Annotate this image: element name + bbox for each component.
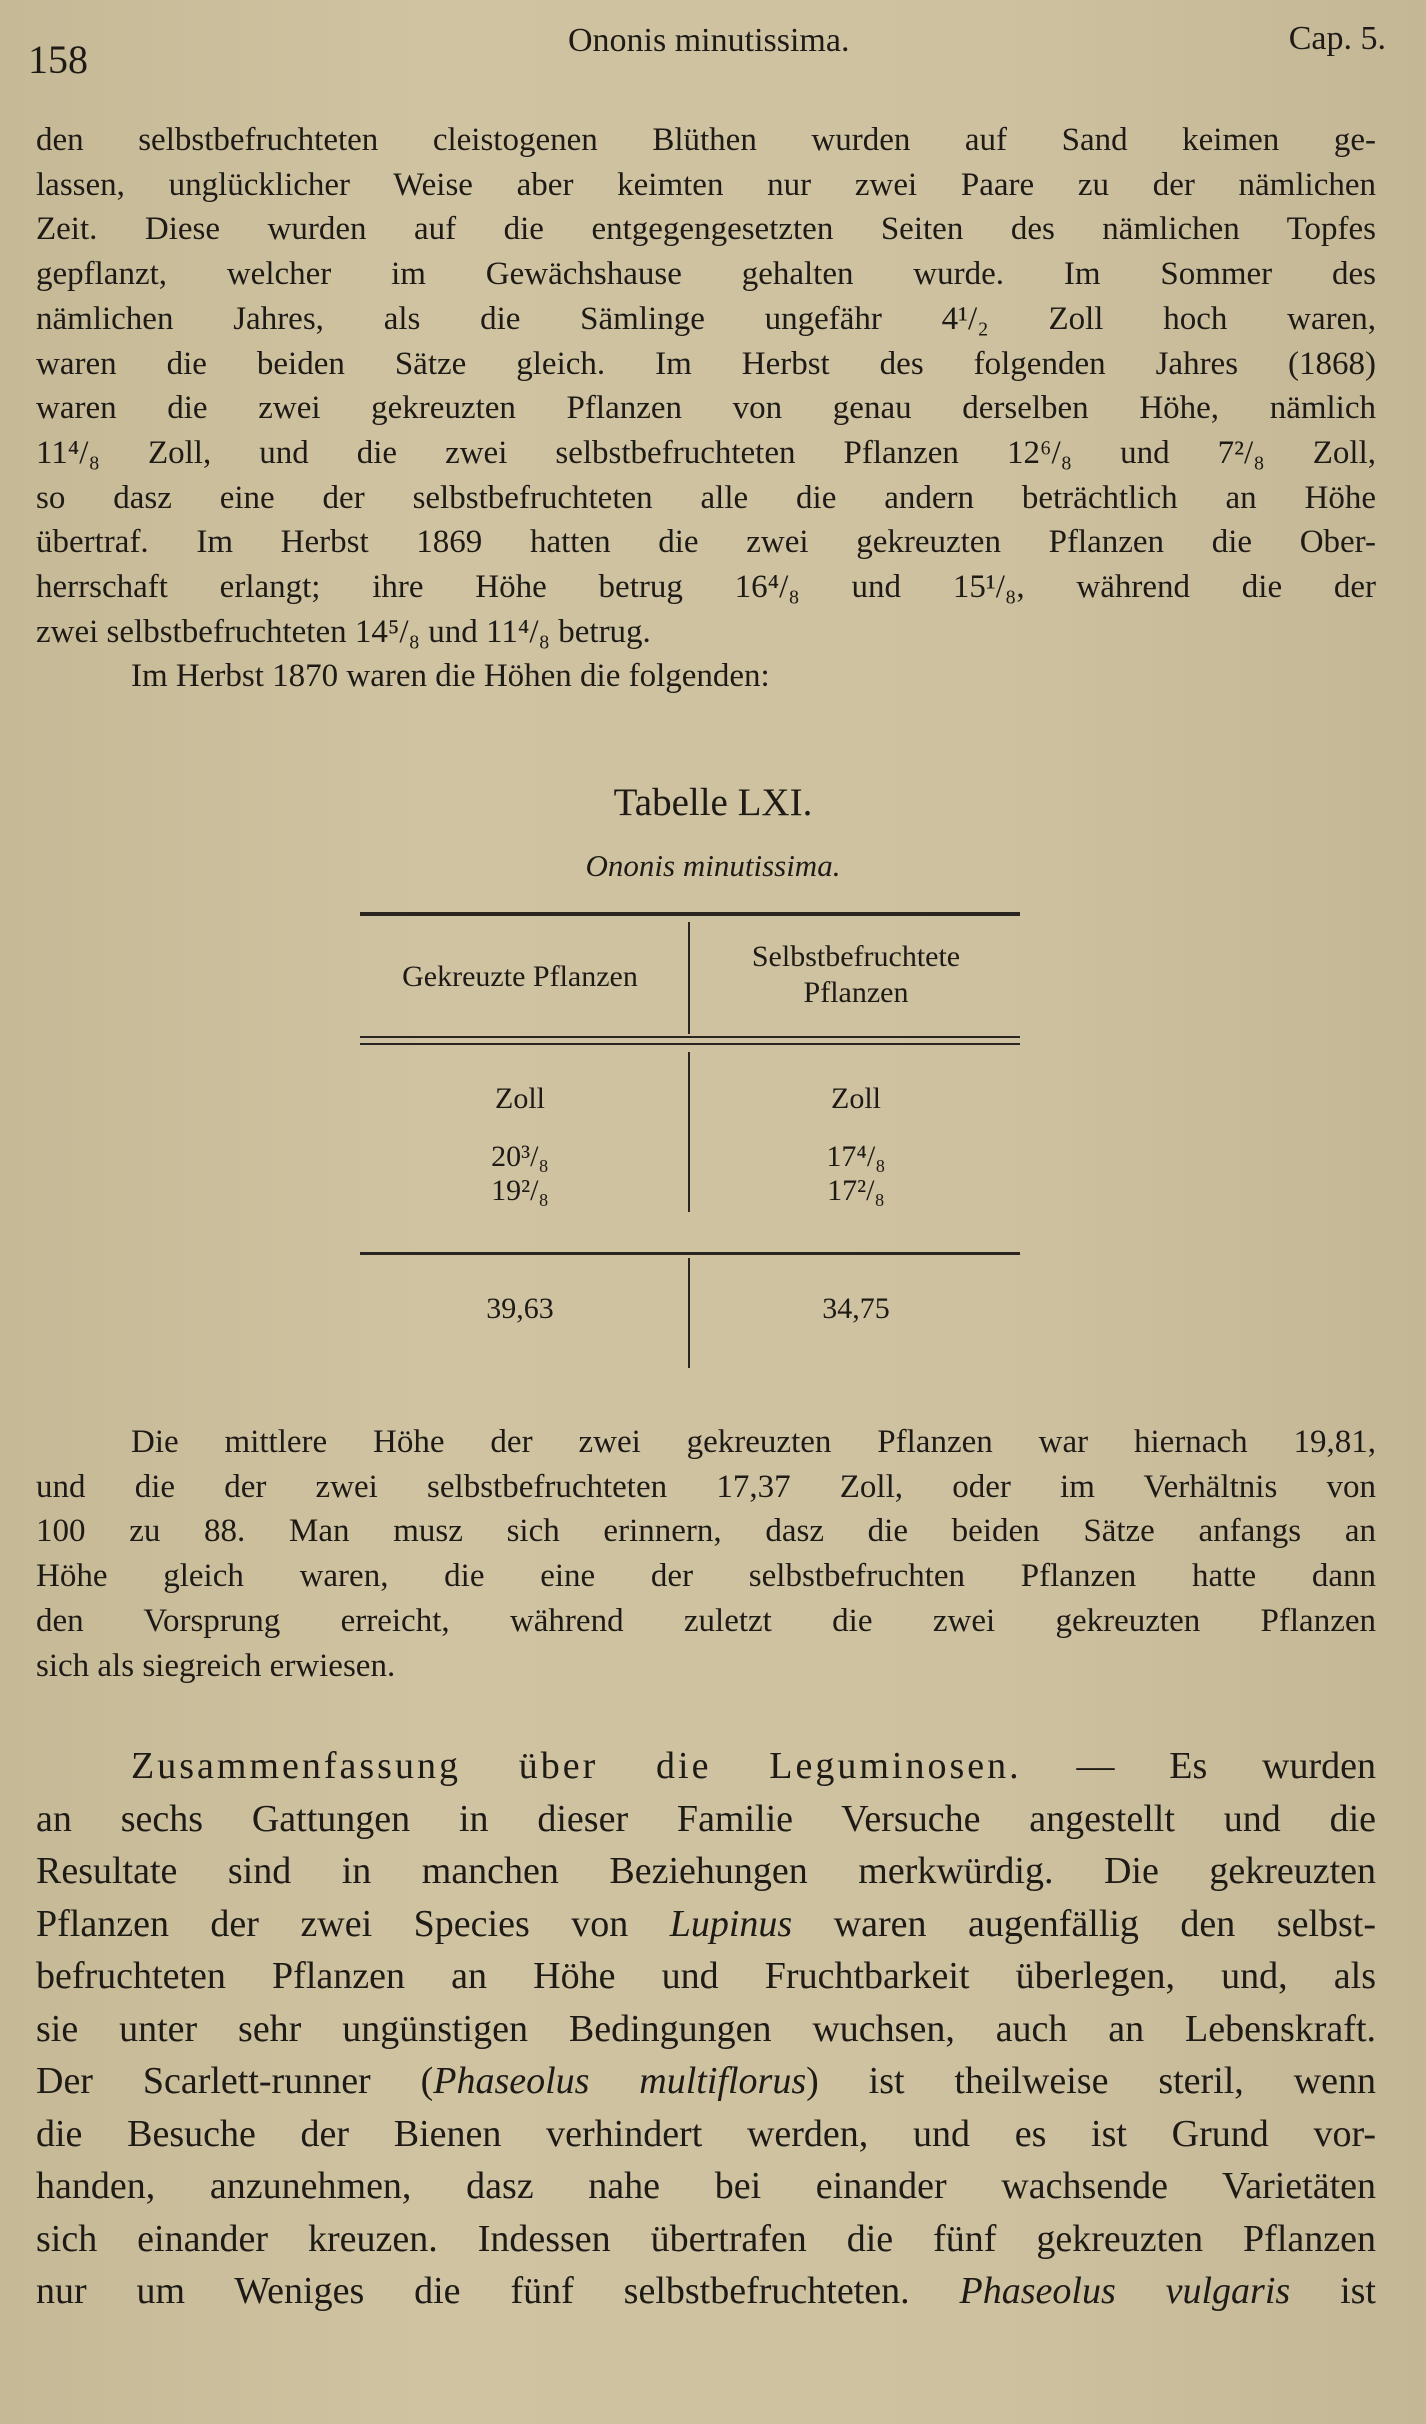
text-line: Höhe gleich waren, die eine der selbstbefruchten Pflanzen hatte dann xyxy=(36,1558,1376,1595)
table-total-rule xyxy=(360,1252,1020,1255)
text-line: an sechs Gattungen in dieser Familie Versuche angestellt und die xyxy=(36,1797,1376,1840)
after-table-paragraph xyxy=(36,1420,1376,1688)
text-line: zwei selbstbefruchteten 14⁵/₈ und 11⁴/₈ betrug. xyxy=(36,613,651,650)
text-line: lassen, unglücklicher Weise aber keimten nur zwei Paare zu der nämlichen xyxy=(36,166,1376,203)
text-line: sie unter sehr ungünstigen Bedingungen wuchsen, auch an Lebenskraft. xyxy=(36,2007,1376,2050)
table-title: Tabelle LXI. xyxy=(613,781,813,824)
species-name: Phaseolus vulgaris xyxy=(959,2270,1291,2312)
table-body-divider xyxy=(688,1052,690,1212)
text-line: Zusammenfassung über die Leguminosen. — Es wurden xyxy=(131,1745,1376,1787)
intro-paragraph xyxy=(36,118,1376,699)
value-self: 17⁴/₈ xyxy=(826,1140,886,1173)
text-line: Pflanzen der zwei Species von Lupinus waren augenfällig den selbst- xyxy=(36,1902,1376,1945)
text-line: 11⁴/₈ Zoll, und die zwei selbstbefruchteten Pflanzen 12⁶/₈ und 7²/₈ Zoll, xyxy=(36,434,1376,471)
table-header-rule xyxy=(360,1036,1020,1038)
text-line: nur um Weniges die fünf selbstbefruchteten. Phaseolus vulgaris ist xyxy=(36,2270,1376,2312)
total-self: 34,75 xyxy=(822,1292,890,1325)
value-crossed: 20³/₈ xyxy=(491,1140,549,1173)
text-line: sich einander kreuzen. Indessen übertrafen die fünf gekreuzten Pflanzen xyxy=(36,2217,1376,2260)
table-top-rule xyxy=(360,912,1020,916)
value-crossed: 19²/₈ xyxy=(491,1174,549,1207)
col-header-self-line1: Selbstbefruchtete xyxy=(751,940,961,973)
text-line: herrschaft erlangt; ihre Höhe betrug 16⁴/₈ und 15¹/₈, während die der xyxy=(36,569,1376,606)
text-line: 100 zu 88. Man musz sich erinnern, dasz die beiden Sätze anfangs an xyxy=(36,1513,1376,1550)
text-line: gepflanzt, welcher im Gewächshause gehalten wurde. Im Sommer des xyxy=(36,256,1376,293)
chapter-label: Cap. 5. xyxy=(1288,20,1386,57)
data-table xyxy=(360,912,1020,1382)
text-line: so dasz eine der selbstbefruchteten alle die andern beträchtlich an Höhe xyxy=(36,479,1376,516)
running-title: Ononis minutissima. xyxy=(568,22,850,59)
col-header-crossed: Gekreuzte Pflanzen xyxy=(402,960,638,993)
text-line: und die der zwei selbstbefruchteten 17,37 Zoll, oder im Verhältnis von xyxy=(36,1468,1376,1505)
value-self: 17²/₈ xyxy=(827,1174,885,1207)
text-line: Resultate sind in manchen Beziehungen merkwürdig. Die gekreuzten xyxy=(36,1850,1376,1892)
text-line: waren die beiden Sätze gleich. Im Herbst des folgenden Jahres (1868) xyxy=(36,345,1376,382)
text-line: waren die zwei gekreuzten Pflanzen von genau derselben Höhe, nämlich xyxy=(36,390,1376,427)
table-total-divider xyxy=(688,1258,690,1368)
text-line: den Vorsprung erreicht, während zuletzt die zwei gekreuzten Pflanzen xyxy=(36,1602,1376,1639)
text-line: übertraf. Im Herbst 1869 hatten die zwei gekreuzten Pflanzen die Ober- xyxy=(36,524,1376,561)
summary-paragraph xyxy=(36,1740,1376,2318)
unit-self: Zoll xyxy=(831,1082,881,1115)
page-number: 158 xyxy=(28,37,88,82)
text-line: Die mittlere Höhe der zwei gekreuzten Pflanzen war hiernach 19,81, xyxy=(131,1424,1376,1460)
text-line: handen, anzunehmen, dasz nahe bei einander wachsende Varietäten xyxy=(36,2165,1376,2207)
total-crossed: 39,63 xyxy=(486,1292,554,1325)
genus-name: Lupinus xyxy=(669,1902,793,1945)
species-name: Phaseolus multiflorus xyxy=(433,2060,807,2102)
page-header xyxy=(28,10,1386,82)
table-header-rule-double xyxy=(360,1043,1020,1045)
table-header-divider xyxy=(688,922,690,1034)
text-line: den selbstbefruchteten cleistogenen Blüthen wurden auf Sand keimen ge- xyxy=(36,122,1376,158)
text-line: nämlichen Jahres, als die Sämlinge ungefähr 4¹/₂ Zoll hoch waren, xyxy=(36,300,1376,337)
text-line: Im Herbst 1870 waren die Höhen die folgenden: xyxy=(131,658,770,695)
text-line: Der Scarlett-runner (Phaseolus multiflorus) ist theilweise steril, wenn xyxy=(36,2060,1376,2102)
section-heading: Zusammenfassung über die Leguminosen. xyxy=(131,1745,1022,1787)
text-line: Zeit. Diese wurden auf die entgegengesetzten Seiten des nämlichen Topfes xyxy=(36,211,1376,248)
unit-crossed: Zoll xyxy=(495,1082,545,1115)
col-header-self-line2: Pflanzen xyxy=(803,976,909,1009)
text-line: befruchteten Pflanzen an Höhe und Fruchtbarkeit überlegen, und, als xyxy=(36,1955,1376,1997)
table-subtitle: Ononis minutissima. xyxy=(585,848,841,883)
text-line: sich als siegreich erwiesen. xyxy=(36,1647,396,1684)
text-line: die Besuche der Bienen verhindert werden, und es ist Grund vor- xyxy=(36,2112,1376,2155)
